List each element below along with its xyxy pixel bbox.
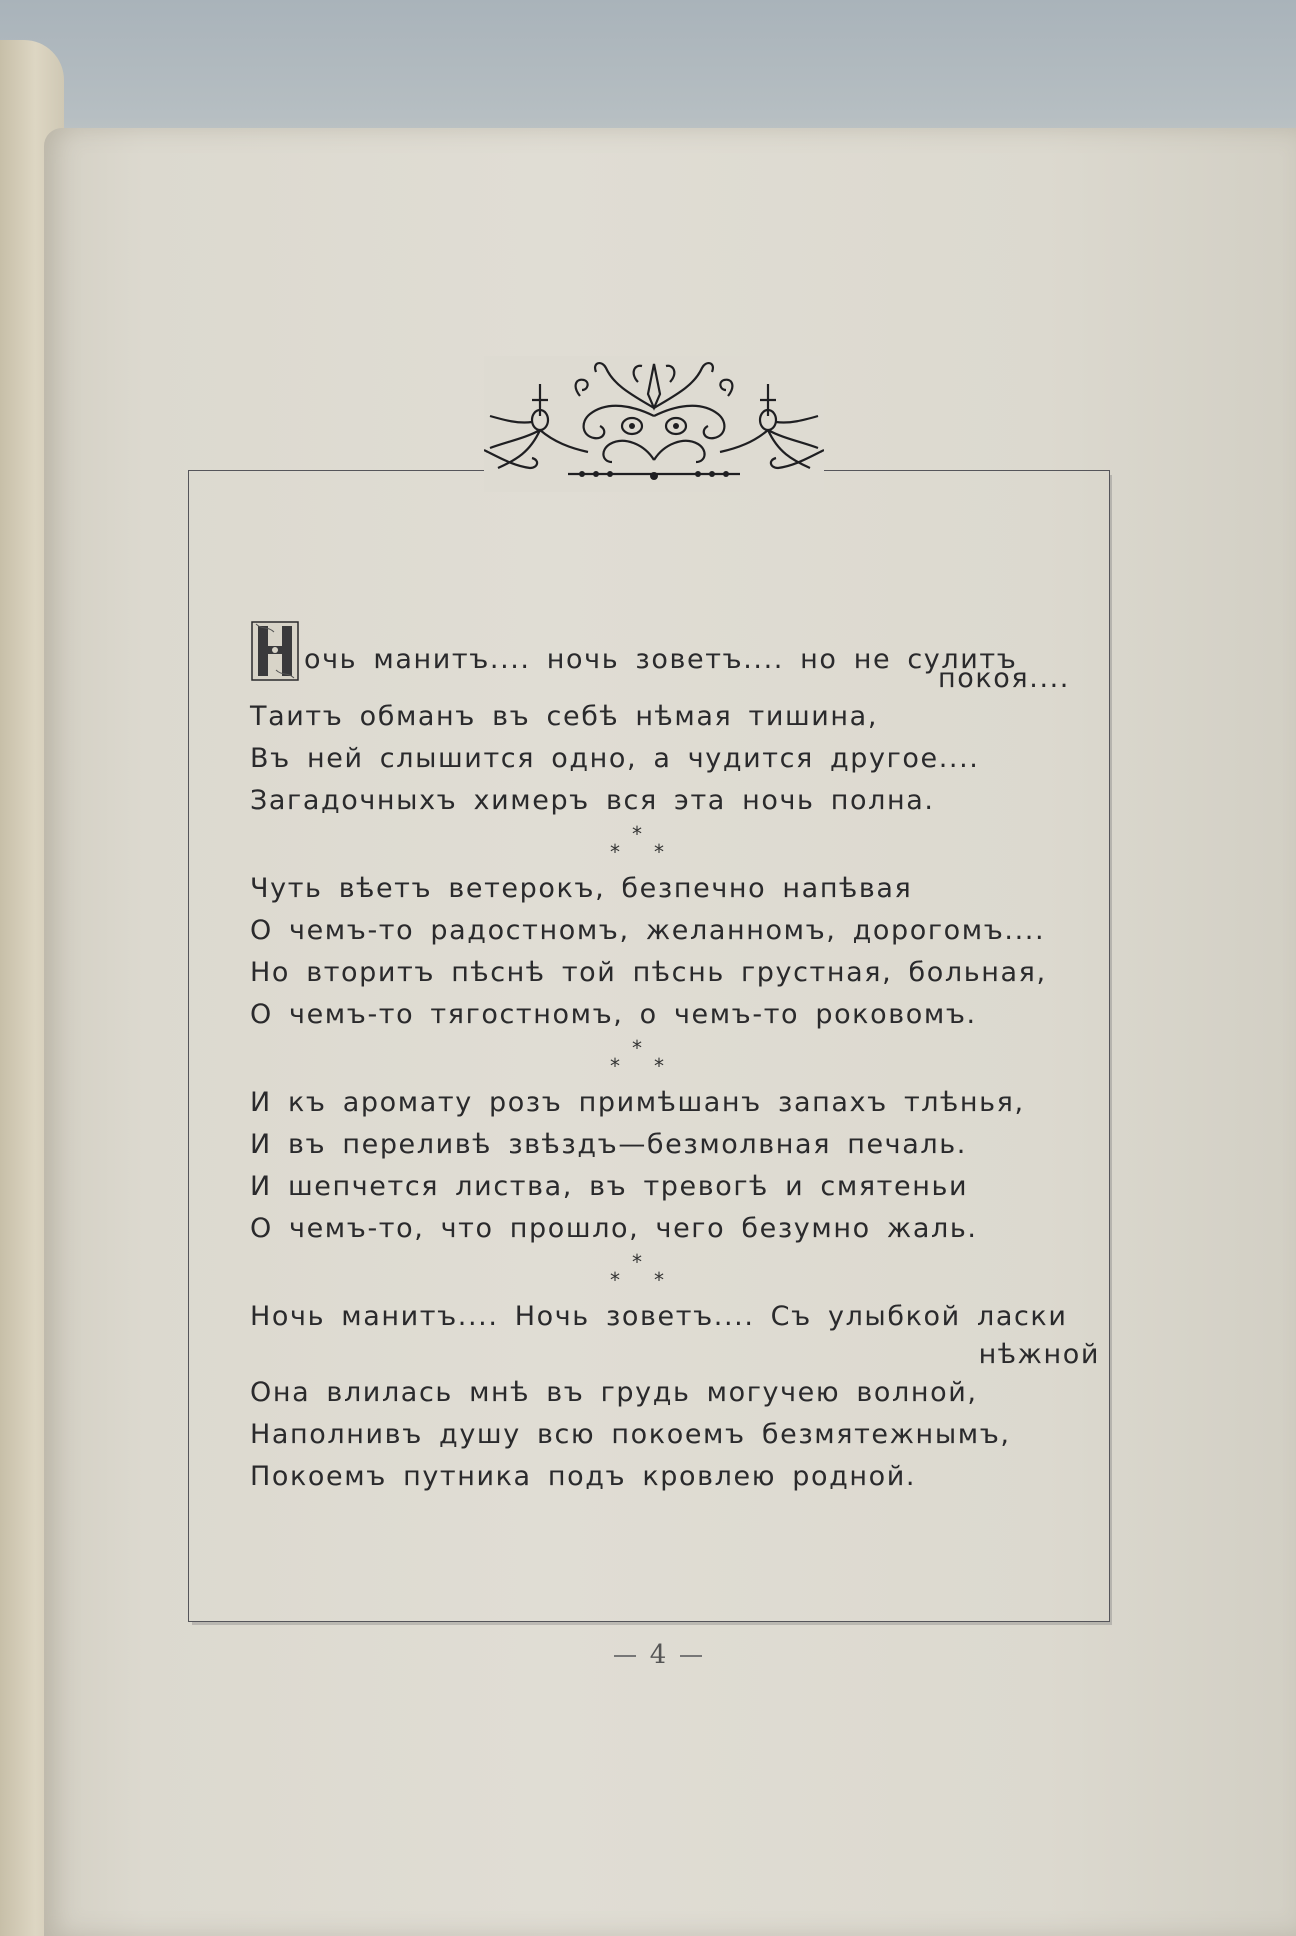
stanza-separator xyxy=(250,1250,1080,1296)
asterisk: * xyxy=(632,1250,644,1274)
poem-line-continuation: нѣжной xyxy=(978,1339,1100,1370)
poem-body xyxy=(250,620,1100,1498)
poem-line: О чемъ-то радостномъ, желанномъ, дорогомъ.... xyxy=(250,915,1046,946)
asterisk: * xyxy=(610,840,622,864)
poem-line: И къ аромату розъ примѣшанъ запахъ тлѣнья, xyxy=(250,1087,1025,1118)
asterisk: * xyxy=(632,1036,644,1060)
poem-line: О чемъ-то тягостномъ, о чемъ-то роковомъ. xyxy=(250,999,977,1030)
poem-line: О чемъ-то, что прошло, чего безумно жаль. xyxy=(250,1213,978,1244)
page-number xyxy=(588,1640,728,1670)
poem-line: И шепчется листва, въ тревогѣ и смятеньи xyxy=(250,1171,969,1202)
poem-line: Но вторитъ пѣснѣ той пѣснь грустная, больная, xyxy=(250,957,1047,988)
poem-line-text: очь манитъ.... ночь зоветъ.... но не сулитъ xyxy=(304,644,1018,675)
page-number-value: 4 xyxy=(649,1640,667,1670)
poem-line: Наполнивъ душу всю покоемъ безмятежнымъ, xyxy=(250,1419,1011,1450)
asterisk: * xyxy=(654,1268,666,1292)
asterisk: * xyxy=(654,840,666,864)
dash-right xyxy=(680,1655,702,1657)
poem-line-continuation: покоя.... xyxy=(938,663,1070,694)
poem-line: Она влилась мнѣ въ грудь могучею волной, xyxy=(250,1377,978,1408)
poem-line: Въ ней слышится одно, а чудится другое.... xyxy=(250,743,980,774)
poem-line: Загадочныхъ химеръ вся эта ночь полна. xyxy=(250,785,935,816)
asterisk: * xyxy=(610,1268,622,1292)
poem-line: Покоемъ путника подъ кровлею родной. xyxy=(250,1461,917,1492)
poem-line: Чуть вѣетъ ветерокъ, безпечно напѣвая xyxy=(250,873,913,904)
floral-scroll-ornament-icon xyxy=(484,356,824,492)
asterisk: * xyxy=(632,822,644,846)
dash-left xyxy=(614,1655,636,1657)
poem-line xyxy=(250,620,1080,675)
poem-line: Ночь манитъ.... Ночь зоветъ.... Съ улыбкой ласки xyxy=(250,1301,1068,1332)
asterisk: * xyxy=(654,1054,666,1078)
asterisk: * xyxy=(610,1054,622,1078)
stanza-separator xyxy=(250,1036,1080,1082)
poem-line: Таитъ обманъ въ себѣ нѣмая тишина, xyxy=(250,701,879,732)
stanza-separator xyxy=(250,822,1080,868)
poem-line: И въ переливѣ звѣздъ—безмолвная печаль. xyxy=(250,1129,967,1160)
decorated-dropcap-icon xyxy=(250,620,300,682)
